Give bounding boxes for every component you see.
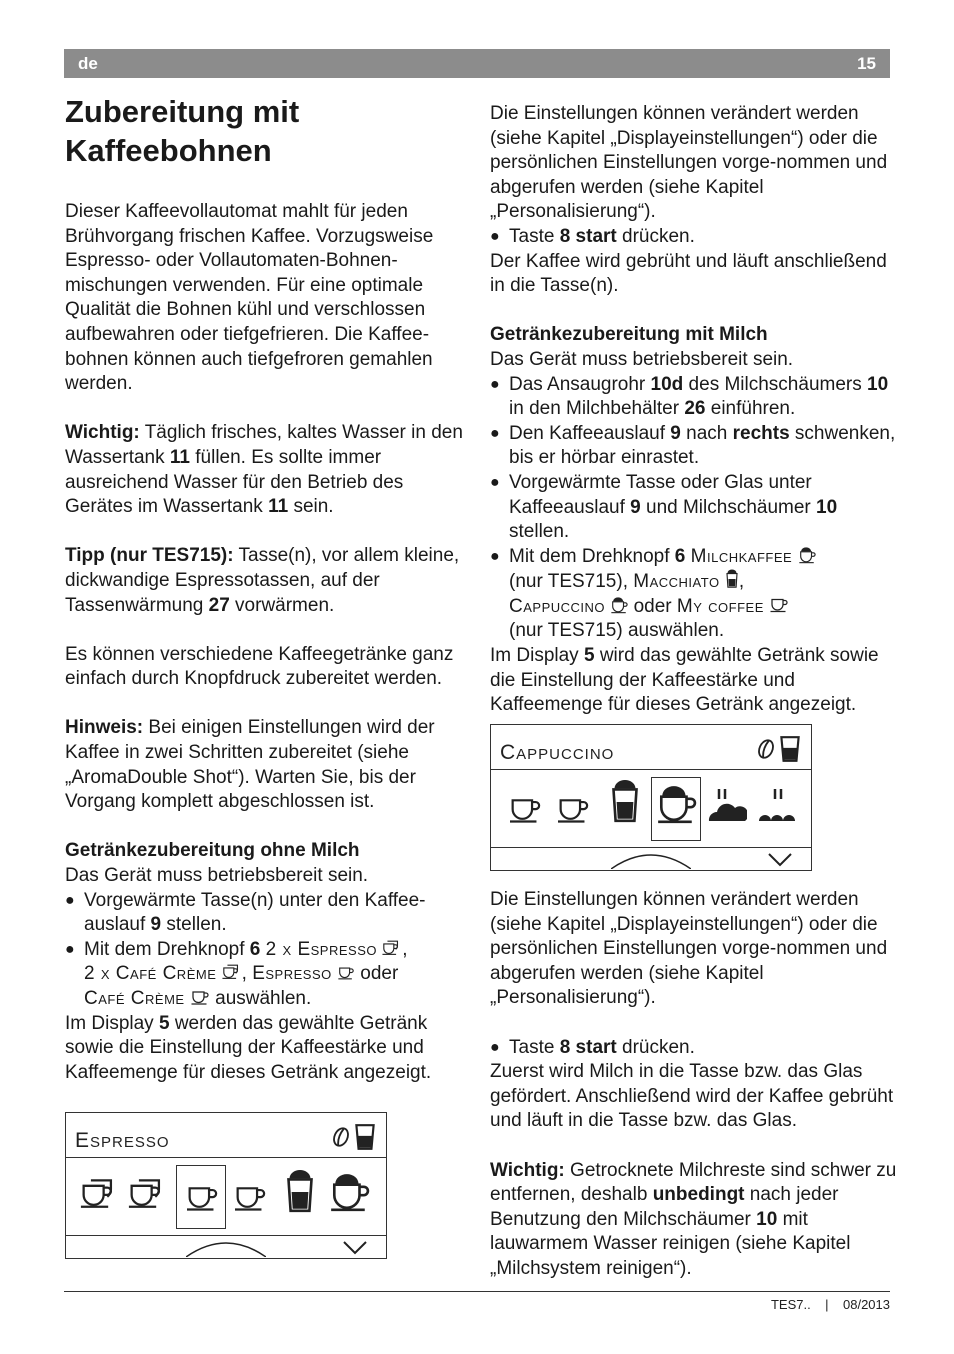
list-item: ● Taste 8 start drücken. (490, 1036, 900, 1061)
strength-icon (755, 737, 777, 761)
start-list (490, 1036, 900, 1061)
footer-divider (64, 1291, 890, 1292)
double-cup-icon (382, 939, 402, 957)
list-item: ● Mit dem Drehknopf 6 Milchkaffee (nur TES715), Macchiato , Cappuccino oder My coffee (nur TES715) auswählen. (490, 545, 900, 644)
cup-icon (232, 1183, 268, 1213)
start-list (490, 225, 900, 250)
date-label: 08/2013 (843, 1297, 890, 1312)
settings-paragraph: Die Einstellungen können verändert werden (siehe Kapitel „Displayeinstellungen“) oder die persönlichen Einstellungen vorge-nommen und abgerufen werden (siehe Kapitel „Personalisierung“). (490, 103, 888, 223)
drinks-paragraph: Es können verschiedene Kaffeegetränke ganz einfach durch Knopfdruck zubereitet werden. (65, 643, 454, 690)
footer (771, 1297, 890, 1312)
milk-foam-icon (707, 785, 747, 825)
steps-list (65, 889, 470, 1012)
cappuccino-cup-icon (655, 783, 697, 825)
important-note: Wichtig: Täglich frisches, kaltes Wasser in den Wassertank 11 füllen. Es sollte immer ausreichend Wasser für den Betrieb des Gerätes im Wassertank 11 sein. (65, 422, 463, 518)
macchiato-glass-icon (725, 569, 739, 589)
important-note: Wichtig: Getrocknete Milchreste sind schwer zu entfernen, deshalb unbedingt nach jeder Benutzung den Milchschäumer 10 mit lauwarmem Wasser reinigen (siehe Kapitel „Milchsystem reinigen“). (490, 1159, 897, 1279)
list-item: ● Das Ansaugrohr 10d des Milchschäumers 10 in den Milchbehälter 26 einführen. (490, 373, 900, 422)
section-heading-without-milk: Getränkezubereitung ohne Milch (65, 840, 360, 862)
milk-icon (757, 785, 797, 825)
hint-note: Hinweis: Bei einigen Einstellungen wird der Kaffee in zwei Schritten zubereitet (siehe „AromaDouble Shot“). Warten Sie, bis der Vorgang komplett abgeschlossen ist. (65, 717, 435, 813)
right-column-lower (490, 888, 900, 1282)
left-column (65, 200, 470, 1085)
ready-text: Das Gerät muss betriebsbereit sein. (65, 865, 369, 887)
display-paragraph: Im Display 5 werden das gewählte Getränk sowie die Einstellung der Kaffeestärke und Kaffeemenge für dieses Getränk angezeigt. (65, 1012, 432, 1083)
milk-first-paragraph: Zuerst wird Milch in die Tasse bzw. das Glas gefördert. Anschließend wird der Kaffee gebrüht und läuft in die Tasse bzw. das Glas. (490, 1061, 894, 1132)
brew-paragraph: Der Kaffee wird gebrüht und läuft anschließend in die Tasse(n). (490, 250, 887, 297)
ready-text: Das Gerät muss betriebsbereit sein. (490, 348, 794, 370)
cup-icon (555, 795, 591, 825)
section-heading-with-milk: Getränkezubereitung mit Milch (490, 324, 768, 346)
page-number: 15 (857, 54, 876, 73)
cup-icon (184, 1183, 220, 1213)
header-bar (64, 49, 890, 78)
model-label: TES7.. (770, 1297, 811, 1312)
tip-note: Tipp (nur TES715): Tasse(n), vor allem kleine, dickwandige Espressotassen, auf der Tassenwärmung 27 vorwärmen. (65, 545, 460, 616)
settings-paragraph: Die Einstellungen können verändert werden (siehe Kapitel „Displayeinstellungen“) oder die persönlichen Einstellungen vorge-nommen und abgerufen werden (siehe Kapitel „Personalisierung“). (490, 889, 888, 1009)
cappuccino-cup-icon (610, 596, 628, 614)
display-screen-espresso (65, 1112, 387, 1259)
footer-separator: | (825, 1297, 829, 1312)
list-item: ● Mit dem Drehknopf 6 2 x Espresso , 2 x Café Crème , Espresso oder Café Crème auswählen. (65, 938, 470, 1012)
macchiato-glass-icon (284, 1169, 316, 1215)
page-title: Zubereitung mit Kaffeebohnen (65, 94, 300, 168)
dial-arc (611, 847, 691, 869)
dial-arc (186, 1235, 266, 1257)
chevron-down-icon (767, 852, 793, 868)
chevron-down-icon (342, 1240, 368, 1256)
milk-coffee-icon (797, 546, 817, 564)
double-cup-icon (222, 963, 242, 981)
list-item: ● Den Kaffeeauslauf 9 nach rechts schwenken, bis er hörbar einrastet. (490, 422, 900, 471)
display-title: Cappuccino (500, 741, 615, 764)
strength-icon (330, 1125, 352, 1149)
display-paragraph: Im Display 5 wird das gewählte Getränk sowie die Einstellung der Kaffeestärke und Kaffeemenge für dieses Getränk angezeigt. (490, 645, 879, 716)
display-title: Espresso (75, 1129, 170, 1152)
amount-icon (779, 735, 801, 763)
milk-steps-list (490, 373, 900, 645)
cup-icon (190, 989, 210, 1006)
list-item: ● Vorgewärmte Tasse(n) unter den Kaffee-auslauf 9 stellen. (65, 889, 470, 938)
my-coffee-icon (769, 596, 789, 614)
right-column (490, 102, 900, 718)
cup-icon (337, 965, 355, 981)
double-cup-icon (80, 1177, 120, 1211)
amount-icon (354, 1123, 376, 1151)
display-screen-cappuccino (490, 724, 812, 871)
list-item: ● Taste 8 start drücken. (490, 225, 900, 250)
double-cup-icon (128, 1177, 168, 1211)
intro-paragraph: Dieser Kaffeevollautomat mahlt für jeden Brühvorgang frischen Kaffee. Vorzugsweise Espresso- oder Vollautomaten-Bohnen-mischungen verwenden. Für eine optimale Qualität die Bohnen kühl und verschlossen aufbewahren oder tiefgefrieren. Die Kaffee-bohnen können auch tiefgefroren gemahlen werden. (65, 201, 434, 395)
cup-icon (507, 795, 543, 825)
macchiato-glass-icon (609, 779, 641, 825)
list-item: ● Vorgewärmte Tasse oder Glas unter Kaffeeauslauf 9 und Milchschäumer 10 stellen. (490, 471, 900, 545)
language-code: de (78, 54, 98, 73)
cappuccino-cup-icon (328, 1171, 370, 1213)
